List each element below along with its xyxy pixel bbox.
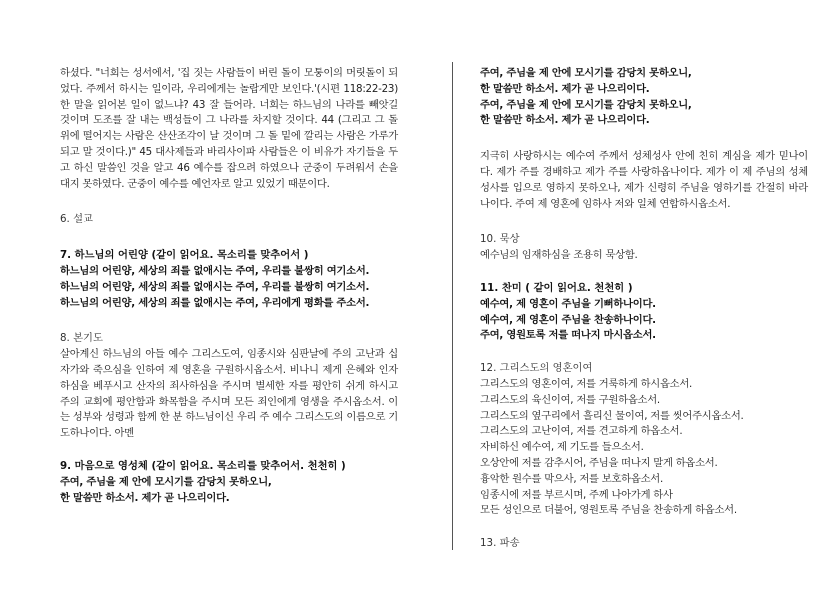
communion-line: 한 말씀만 하소서. 제가 곧 나으리이다. [480, 82, 650, 95]
lamb-of-god-line: 하느님의 어린양, 세상의 죄를 없애시는 주여, 우리에게 평화를 주소서. [60, 296, 370, 309]
section-heading-anima-christi: 12. 그리스도의 영혼이여 [480, 362, 593, 375]
communion-prayer-text: 지극히 사랑하시는 예수여 주께서 성체성사 안에 친히 계심을 제가 믿나이다. 제가 주를 경배하고 제가 주를 사랑하옵나이다. 제가 이 제 주님의 성체성사를 입으로 영하지 못하오나, 제가 신령히 주님을 영하기를 간절히 바라나이다. 주여 제 영혼에 임하사 저와 일체 연합하시옵소서. [480, 150, 808, 210]
communion-line: 주여, 주님을 제 안에 모시기를 감당치 못하오니, [480, 67, 692, 79]
anima-christi-line: 흉악한 원수를 막으사, 저를 보호하옵소서. [480, 472, 663, 485]
communion-line: 한 말씀만 하소서. 제가 곧 나으리이다. [480, 114, 650, 127]
praise-line: 주여, 영원토록 저를 떠나지 마시옵소서. [480, 329, 656, 342]
spiritual-communion-lines [60, 475, 398, 507]
anima-christi-line: 그리스도의 고난이여, 저를 견고하게 하옵소서. [480, 425, 683, 438]
column-divider [452, 62, 453, 550]
gospel-reading-text: 하셨다. "너희는 성서에서, '집 짓는 사람들이 버린 돌이 모퉁이의 머릿돌이 되었다. 주께서 하시는 일이라, 우리에게는 놀랍게만 보인다.'(시편 118:22-23) 한 말을 읽어본 일이 없느냐? 43 잘 들어라. 너희는 하느님의 나라를 빼앗길 것이며 도조를 잘 내는 백성들이 그 나라를 차지할 것이다. 44 (그리고 그 돌 위에 떨어지는 사람은 산산조각이 날 것이며 그 돌 밑에 깔리는 사람은 가루가 되고 말 것이다.)" 45 대사제들과 바리사이파 사람들은 이 비유가 자기들을 두고 하신 말씀인 것을 알고 46 예수를 잡으려 하였으나 군중이 두려워서 손을 대지 못하였다. 군중이 예수를 예언자로 알고 있었기 때문이다. [60, 67, 398, 190]
communion-line: 주여, 주님을 제 안에 모시기를 감당치 못하오니, [480, 98, 692, 111]
anima-christi-line: 모든 성인으로 더불어, 영원토록 주님을 찬송하게 하옵소서. [480, 504, 737, 517]
section-heading-lamb-of-god: 7. 하느님의 어린양 (같이 읽어요. 목소리를 맞추어서 ) [60, 249, 309, 262]
section-heading-dismissal: 13. 파송 [480, 537, 520, 550]
section-heading-spiritual-communion: 9. 마음으로 영성체 (같이 읽어요. 목소리를 맞추어서. 천천히 ) [60, 459, 346, 472]
lamb-of-god-line: 하느님의 어린양, 세상의 죄를 없애시는 주여, 우리를 불쌍히 여기소서. [60, 280, 370, 293]
praise-line: 예수여, 제 영혼이 주님을 기뻐하나이다. [480, 297, 656, 310]
anima-christi-line: 그리스도의 육신이여, 저를 구원하옵소서. [480, 393, 660, 406]
anima-christi-line: 임종시에 저를 부르시며, 주께 나아가게 하사 [480, 488, 673, 501]
collect-prayer-text: 살아계신 하느님의 아들 예수 그리스도여, 임종시와 심판날에 주의 고난과 십자가와 죽으심을 인하여 제 영혼을 구원하시옵소서. 비나니 제게 은혜와 인자하심을 베푸시고 산자의 죄사하심을 주시며 별세한 자를 평안히 쉬게 하시고 주의 교회에 평안함과 화목함을 주시며 모든 죄인에게 영생을 주시옵소서. 이는 성부와 성령과 함께 한 분 하느님이신 우리 주 예수 그리스도의 이름으로 기도하나이다. 아멘 [60, 348, 398, 440]
lamb-of-god-lines [60, 264, 398, 311]
section-heading-meditation: 10. 묵상 [480, 233, 520, 246]
section-heading-collect: 8. 본기도 [60, 332, 103, 345]
meditation-text: 예수님의 임재하심을 조용히 묵상함. [480, 249, 638, 262]
anima-christi-lines [480, 377, 808, 519]
section-heading-praise: 11. 찬미 ( 같이 읽어요. 천천히 ) [480, 281, 633, 294]
anima-christi-line: 자비하신 예수여, 제 기도를 들으소서. [480, 441, 644, 454]
communion-continued-lines [480, 66, 808, 129]
praise-lines [480, 297, 808, 344]
anima-christi-line: 그리스도의 영혼이여, 저를 거룩하게 하시옵소서. [480, 377, 693, 390]
praise-line: 예수여, 제 영혼이 주님을 찬송하나이다. [480, 313, 656, 326]
anima-christi-line: 오상안에 저를 감추시어, 주님을 떠나지 말게 하옵소서. [480, 456, 718, 469]
communion-line: 주여, 주님을 제 안에 모시기를 감당치 못하오니, [60, 475, 272, 488]
left-column [60, 66, 398, 506]
communion-line: 한 말씀만 하소서. 제가 곧 나으리이다. [60, 491, 230, 504]
right-column [480, 66, 808, 552]
lamb-of-god-line: 하느님의 어린양, 세상의 죄를 없애시는 주여, 우리를 불쌍히 여기소서. [60, 264, 370, 277]
anima-christi-line: 그리스도의 옆구리에서 흘리신 물이여, 저를 씻어주시옵소서. [480, 409, 744, 422]
section-heading-sermon: 6. 설교 [60, 213, 93, 226]
